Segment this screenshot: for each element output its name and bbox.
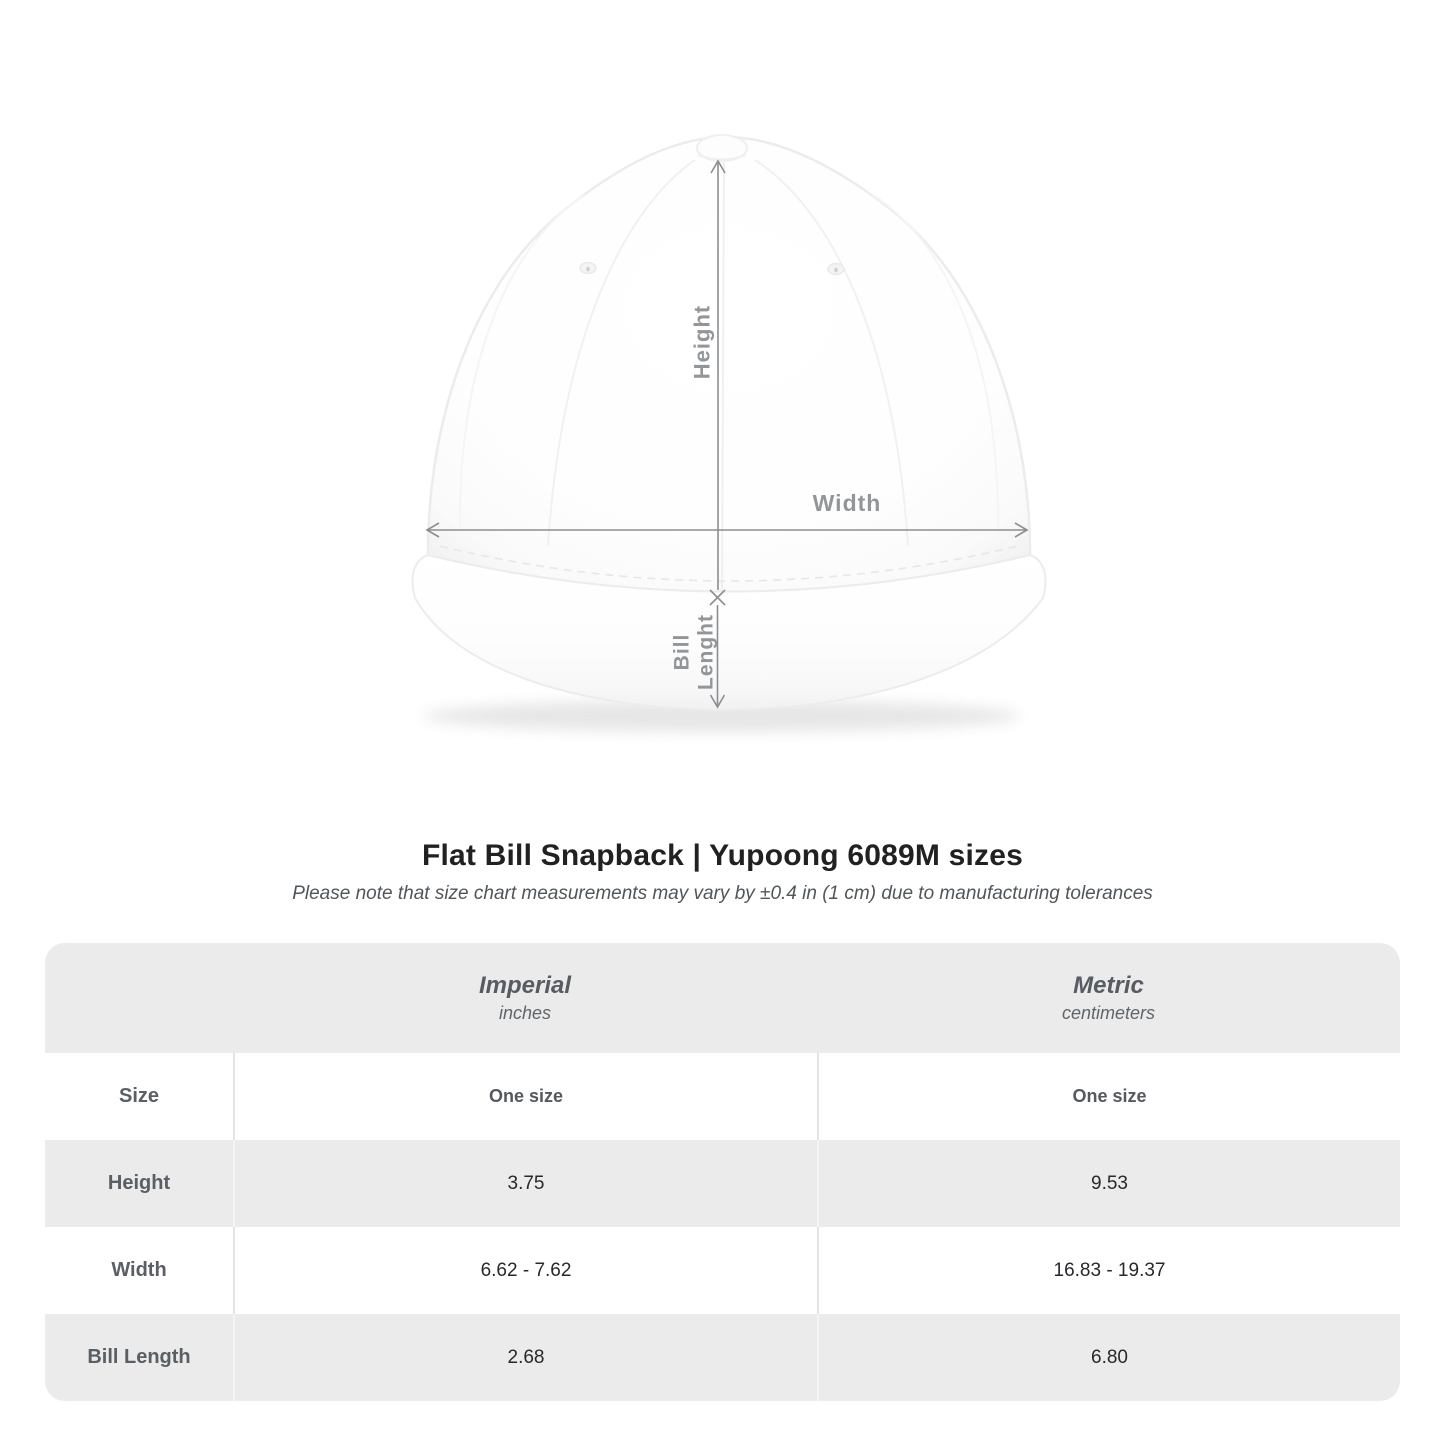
width-label: Width bbox=[812, 490, 882, 516]
table-header-row bbox=[45, 943, 1400, 1053]
eyelet-right bbox=[828, 264, 844, 275]
eyelet-left bbox=[580, 263, 596, 274]
height-row-label: Height bbox=[107, 1172, 171, 1194]
size-table bbox=[45, 943, 1400, 1401]
hat-button bbox=[697, 135, 747, 161]
bill-length-label-line2: Lenght bbox=[694, 614, 718, 690]
height-imperial-value: 3.75 bbox=[233, 1140, 817, 1227]
hat-diagram bbox=[390, 110, 1050, 770]
hat-svg bbox=[390, 110, 1050, 770]
imperial-unit-label: inches bbox=[498, 1003, 552, 1023]
metric-unit-label: centimeters bbox=[1061, 1003, 1156, 1023]
bill-length-metric-value: 6.80 bbox=[817, 1314, 1400, 1401]
size-metric-value: One size bbox=[817, 1053, 1400, 1140]
size-chart-subtitle: Please note that size chart measurements may vary by ±0.4 in (1 cm) due to manufacturing tolerances bbox=[292, 883, 1153, 904]
size-row-label: Size bbox=[118, 1085, 160, 1107]
size-chart-title: Flat Bill Snapback | Yupoong 6089M sizes bbox=[421, 839, 1023, 872]
height-metric-value: 9.53 bbox=[817, 1140, 1400, 1227]
imperial-header: Imperial bbox=[478, 972, 572, 999]
table-row-bill-length bbox=[45, 1314, 1400, 1401]
header-imperial-cell bbox=[233, 943, 817, 1053]
hat-crown bbox=[428, 137, 1030, 615]
table-row-width bbox=[45, 1227, 1400, 1314]
table-row-height bbox=[45, 1140, 1400, 1227]
metric-header: Metric bbox=[1073, 972, 1144, 999]
bill-length-row-label: Bill Length bbox=[87, 1346, 191, 1368]
bill-length-label-line1: Bill bbox=[670, 633, 694, 671]
table-row-size bbox=[45, 1053, 1400, 1140]
width-metric-value: 16.83 - 19.37 bbox=[817, 1227, 1400, 1314]
header-empty-cell bbox=[45, 943, 233, 1053]
size-imperial-value: One size bbox=[233, 1053, 817, 1140]
width-row-label: Width bbox=[111, 1259, 167, 1281]
width-imperial-value: 6.62 - 7.62 bbox=[233, 1227, 817, 1314]
height-label: Height bbox=[689, 304, 715, 380]
header-metric-cell bbox=[817, 943, 1400, 1053]
bill-length-imperial-value: 2.68 bbox=[233, 1314, 817, 1401]
